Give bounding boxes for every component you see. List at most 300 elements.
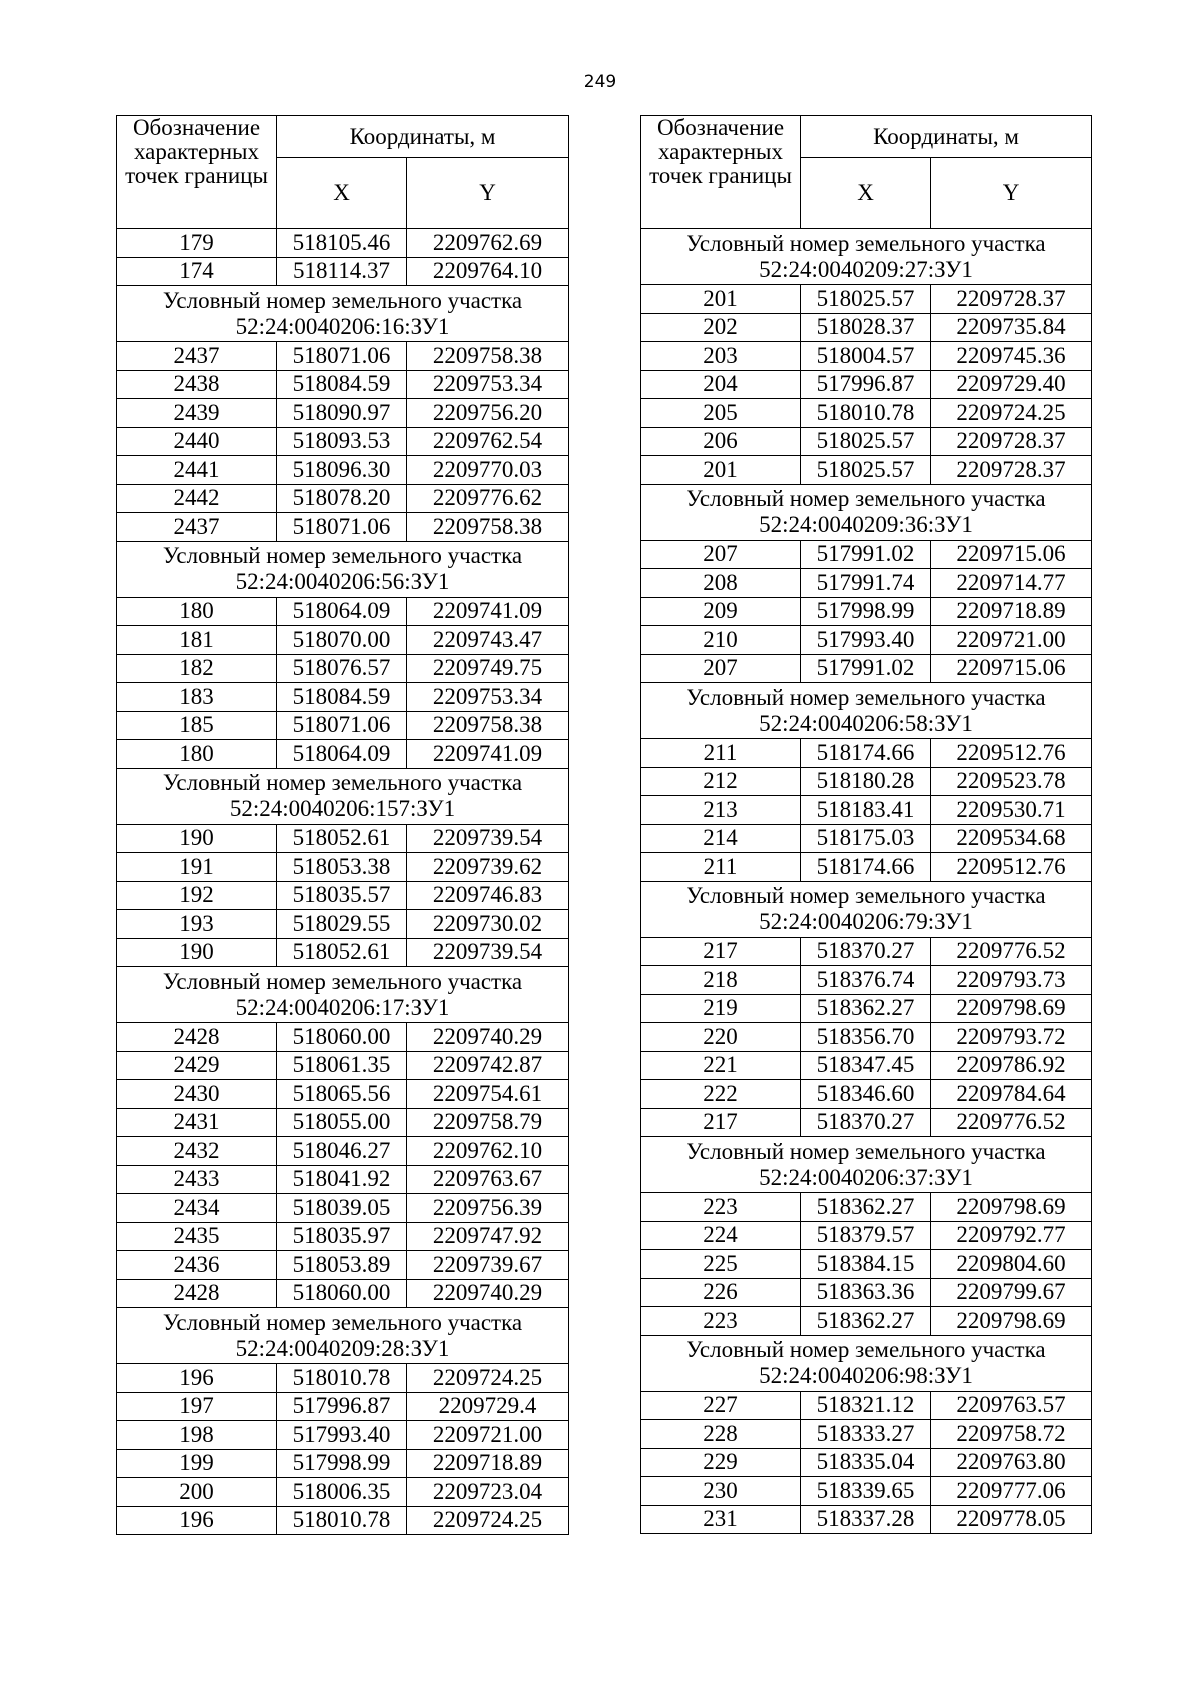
parcel-section-cell	[117, 1308, 569, 1364]
parcel-section-label: Условный номер земельного участка	[162, 1309, 523, 1335]
table-row	[117, 597, 569, 626]
table-row	[117, 654, 569, 683]
table-row	[117, 1421, 569, 1450]
parcel-section-cell	[641, 683, 1092, 739]
table-row	[641, 1193, 1092, 1222]
x-coordinate-cell: 518180.28	[801, 767, 931, 796]
point-number-cell: 201	[641, 456, 801, 485]
point-number-cell: 180	[117, 597, 277, 626]
y-coordinate-cell: 2209715.06	[931, 540, 1092, 569]
point-number-cell: 181	[117, 626, 277, 655]
x-coordinate-cell: 518060.00	[277, 1023, 407, 1052]
point-number-cell: 2441	[117, 456, 277, 485]
x-coordinate-cell: 518321.12	[801, 1391, 931, 1420]
parcel-cadastral-number: 52:24:0040206:58:ЗУ1	[759, 710, 973, 736]
x-coordinate-cell: 517991.74	[801, 569, 931, 598]
table-row	[117, 1506, 569, 1535]
y-coordinate-cell: 2209792.77	[931, 1221, 1092, 1250]
y-coordinate-cell: 2209778.05	[931, 1505, 1092, 1534]
y-coordinate-cell: 2209798.69	[931, 1193, 1092, 1222]
x-coordinate-cell: 518052.61	[277, 938, 407, 967]
y-coordinate-cell: 2209741.09	[407, 740, 569, 769]
x-coordinate-cell: 518362.27	[801, 994, 931, 1023]
y-coordinate-cell: 2209728.37	[931, 427, 1092, 456]
x-coordinate-cell: 518010.78	[801, 399, 931, 428]
table-row	[117, 853, 569, 882]
point-number-cell: 2436	[117, 1251, 277, 1280]
point-number-cell: 2431	[117, 1108, 277, 1137]
point-number-cell: 202	[641, 313, 801, 342]
table-row	[641, 427, 1092, 456]
x-coordinate-cell: 518370.27	[801, 1108, 931, 1137]
table-row	[641, 767, 1092, 796]
y-coordinate-cell: 2209739.67	[407, 1251, 569, 1280]
point-number-cell: 227	[641, 1391, 801, 1420]
point-number-cell: 2437	[117, 513, 277, 542]
y-coordinate-cell: 2209754.61	[407, 1080, 569, 1109]
y-coordinate-cell: 2209742.87	[407, 1051, 569, 1080]
table-row	[117, 257, 569, 286]
x-coordinate-cell: 518093.53	[277, 427, 407, 456]
table-row	[117, 910, 569, 939]
point-number-cell: 206	[641, 427, 801, 456]
header-y-label: Y	[407, 158, 569, 229]
x-coordinate-cell: 518053.38	[277, 853, 407, 882]
x-coordinate-cell: 517993.40	[801, 626, 931, 655]
x-coordinate-cell: 518052.61	[277, 824, 407, 853]
parcel-section-row	[641, 1335, 1092, 1391]
y-coordinate-cell: 2209735.84	[931, 313, 1092, 342]
y-coordinate-cell: 2209758.38	[407, 513, 569, 542]
table-row	[641, 313, 1092, 342]
x-coordinate-cell: 518070.00	[277, 626, 407, 655]
y-coordinate-cell: 2209512.76	[931, 739, 1092, 768]
table-row	[641, 1505, 1092, 1534]
x-coordinate-cell: 517991.02	[801, 540, 931, 569]
point-number-cell: 201	[641, 285, 801, 314]
table-body-right	[641, 229, 1092, 1534]
y-coordinate-cell: 2209728.37	[931, 456, 1092, 485]
x-coordinate-cell: 518337.28	[801, 1505, 931, 1534]
point-number-cell: 185	[117, 711, 277, 740]
point-number-cell: 220	[641, 1023, 801, 1052]
table-row	[117, 1449, 569, 1478]
parcel-section-label: Условный номер земельного участка	[162, 770, 523, 795]
y-coordinate-cell: 2209758.38	[407, 342, 569, 371]
x-coordinate-cell: 518078.20	[277, 484, 407, 513]
table-body-left	[117, 229, 569, 1535]
point-number-cell: 190	[117, 938, 277, 967]
y-coordinate-cell: 2209724.25	[931, 399, 1092, 428]
point-number-cell: 210	[641, 626, 801, 655]
parcel-section-row	[117, 541, 569, 597]
point-number-cell: 217	[641, 1108, 801, 1137]
table-row	[641, 1477, 1092, 1506]
parcel-cadastral-number: 52:24:0040206:37:ЗУ1	[759, 1164, 973, 1190]
table-row	[117, 1165, 569, 1194]
y-coordinate-cell: 2209758.72	[931, 1420, 1092, 1449]
y-coordinate-cell: 2209799.67	[931, 1278, 1092, 1307]
point-number-cell: 203	[641, 342, 801, 371]
x-coordinate-cell: 518370.27	[801, 937, 931, 966]
y-coordinate-cell: 2209743.47	[407, 626, 569, 655]
point-number-cell: 229	[641, 1448, 801, 1477]
point-number-cell: 180	[117, 740, 277, 769]
point-number-cell: 207	[641, 540, 801, 569]
table-row	[117, 1222, 569, 1251]
table-row	[117, 1194, 569, 1223]
table-row	[641, 853, 1092, 882]
parcel-section-row	[641, 881, 1092, 937]
table-row	[117, 824, 569, 853]
x-coordinate-cell: 518076.57	[277, 654, 407, 683]
x-coordinate-cell: 518363.36	[801, 1278, 931, 1307]
point-number-cell: 221	[641, 1051, 801, 1080]
point-number-cell: 191	[117, 853, 277, 882]
point-number-cell: 174	[117, 257, 277, 286]
y-coordinate-cell: 2209804.60	[931, 1250, 1092, 1279]
table-row	[117, 370, 569, 399]
point-number-cell: 2442	[117, 484, 277, 513]
y-coordinate-cell: 2209762.10	[407, 1137, 569, 1166]
header-point-label: Обозначение характерных точек границы	[641, 116, 801, 229]
y-coordinate-cell: 2209724.25	[407, 1364, 569, 1393]
y-coordinate-cell: 2209729.4	[407, 1392, 569, 1421]
coordinates-table-right	[640, 115, 1092, 1534]
point-number-cell: 213	[641, 796, 801, 825]
point-number-cell: 223	[641, 1193, 801, 1222]
x-coordinate-cell: 518064.09	[277, 597, 407, 626]
table-row	[117, 399, 569, 428]
table-row	[641, 285, 1092, 314]
point-number-cell: 179	[117, 229, 277, 258]
parcel-section-label: Условный номер земельного участка	[686, 486, 1046, 511]
y-coordinate-cell: 2209758.38	[407, 711, 569, 740]
x-coordinate-cell: 518061.35	[277, 1051, 407, 1080]
point-number-cell: 196	[117, 1364, 277, 1393]
table-row	[641, 399, 1092, 428]
parcel-cadastral-number: 52:24:0040206:157:ЗУ1	[229, 796, 456, 821]
table-row	[117, 1279, 569, 1308]
parcel-section-label: Условный номер земельного участка	[686, 1138, 1046, 1164]
point-number-cell: 204	[641, 370, 801, 399]
x-coordinate-cell: 518025.57	[801, 427, 931, 456]
table-row	[117, 1364, 569, 1393]
parcel-cadastral-number: 52:24:0040209:27:ЗУ1	[759, 256, 973, 282]
x-coordinate-cell: 518183.41	[801, 796, 931, 825]
parcel-section-label: Условный номер земельного участка	[686, 684, 1046, 710]
table-row	[641, 796, 1092, 825]
x-coordinate-cell: 518065.56	[277, 1080, 407, 1109]
table-row	[117, 711, 569, 740]
parcel-cadastral-number: 52:24:0040206:16:ЗУ1	[235, 313, 450, 339]
point-number-cell: 2428	[117, 1023, 277, 1052]
coordinates-table-left	[116, 115, 569, 1535]
header-coords-label: Координаты, м	[277, 116, 569, 158]
header-x-label: X	[801, 158, 931, 229]
x-coordinate-cell: 518039.05	[277, 1194, 407, 1223]
point-number-cell: 199	[117, 1449, 277, 1478]
x-coordinate-cell: 518035.97	[277, 1222, 407, 1251]
table-row	[117, 1478, 569, 1507]
parcel-section-row	[641, 683, 1092, 739]
y-coordinate-cell: 2209763.57	[931, 1391, 1092, 1420]
y-coordinate-cell: 2209523.78	[931, 767, 1092, 796]
y-coordinate-cell: 2209715.06	[931, 654, 1092, 683]
x-coordinate-cell: 518335.04	[801, 1448, 931, 1477]
table-row	[117, 456, 569, 485]
point-number-cell: 205	[641, 399, 801, 428]
table-row	[641, 1420, 1092, 1449]
x-coordinate-cell: 518010.78	[277, 1506, 407, 1535]
point-number-cell: 196	[117, 1506, 277, 1535]
y-coordinate-cell: 2209784.64	[931, 1080, 1092, 1109]
table-row	[641, 1051, 1092, 1080]
parcel-section-row	[641, 229, 1092, 285]
parcel-section-row	[641, 1137, 1092, 1193]
x-coordinate-cell: 518055.00	[277, 1108, 407, 1137]
x-coordinate-cell: 518174.66	[801, 739, 931, 768]
table-row	[117, 1392, 569, 1421]
y-coordinate-cell: 2209776.62	[407, 484, 569, 513]
y-coordinate-cell: 2209739.54	[407, 938, 569, 967]
table-row	[641, 1391, 1092, 1420]
header-x-label: X	[277, 158, 407, 229]
table-row	[641, 1221, 1092, 1250]
header-coords-label: Координаты, м	[801, 116, 1092, 158]
table-row	[117, 342, 569, 371]
y-coordinate-cell: 2209756.39	[407, 1194, 569, 1223]
point-number-cell: 226	[641, 1278, 801, 1307]
point-number-cell: 2437	[117, 342, 277, 371]
table-row	[117, 427, 569, 456]
point-number-cell: 2438	[117, 370, 277, 399]
y-coordinate-cell: 2209793.73	[931, 966, 1092, 995]
table-row	[641, 1080, 1092, 1109]
point-number-cell: 2434	[117, 1194, 277, 1223]
y-coordinate-cell: 2209793.72	[931, 1023, 1092, 1052]
x-coordinate-cell: 518084.59	[277, 683, 407, 712]
x-coordinate-cell: 518105.46	[277, 229, 407, 258]
point-number-cell: 2433	[117, 1165, 277, 1194]
y-coordinate-cell: 2209729.40	[931, 370, 1092, 399]
point-number-cell: 193	[117, 910, 277, 939]
x-coordinate-cell: 517998.99	[277, 1449, 407, 1478]
y-coordinate-cell: 2209764.10	[407, 257, 569, 286]
point-number-cell: 208	[641, 569, 801, 598]
table-row	[117, 1137, 569, 1166]
x-coordinate-cell: 518362.27	[801, 1307, 931, 1336]
y-coordinate-cell: 2209762.69	[407, 229, 569, 258]
table-row	[117, 1251, 569, 1280]
y-coordinate-cell: 2209798.69	[931, 994, 1092, 1023]
point-number-cell: 223	[641, 1307, 801, 1336]
table-row	[641, 540, 1092, 569]
table-row	[117, 484, 569, 513]
parcel-section-label: Условный номер земельного участка	[162, 543, 523, 568]
y-coordinate-cell: 2209741.09	[407, 597, 569, 626]
parcel-section-row	[641, 484, 1092, 540]
parcel-section-label: Условный номер земельного участка	[162, 287, 523, 313]
x-coordinate-cell: 518053.89	[277, 1251, 407, 1280]
table-row	[641, 739, 1092, 768]
x-coordinate-cell: 518379.57	[801, 1221, 931, 1250]
parcel-section-cell	[117, 541, 569, 597]
x-coordinate-cell: 518025.57	[801, 285, 931, 314]
y-coordinate-cell: 2209740.29	[407, 1279, 569, 1308]
point-number-cell: 228	[641, 1420, 801, 1449]
point-number-cell: 231	[641, 1505, 801, 1534]
table-row	[641, 654, 1092, 683]
y-coordinate-cell: 2209739.62	[407, 853, 569, 882]
x-coordinate-cell: 518060.00	[277, 1279, 407, 1308]
point-number-cell: 2429	[117, 1051, 277, 1080]
table-row	[117, 683, 569, 712]
parcel-section-row	[117, 286, 569, 342]
parcel-section-label: Условный номер земельного участка	[162, 968, 523, 994]
y-coordinate-cell: 2209798.69	[931, 1307, 1092, 1336]
x-coordinate-cell: 518362.27	[801, 1193, 931, 1222]
header-y-label: Y	[931, 158, 1092, 229]
y-coordinate-cell: 2209753.34	[407, 683, 569, 712]
table-row	[641, 824, 1092, 853]
x-coordinate-cell: 518028.37	[801, 313, 931, 342]
x-coordinate-cell: 517993.40	[277, 1421, 407, 1450]
table-row	[641, 966, 1092, 995]
x-coordinate-cell: 518376.74	[801, 966, 931, 995]
x-coordinate-cell: 518175.03	[801, 824, 931, 853]
header-point-label: Обозначение характерных точек границы	[117, 116, 277, 229]
table-row	[117, 938, 569, 967]
parcel-section-label: Условный номер земельного участка	[686, 230, 1046, 256]
table-row	[117, 513, 569, 542]
x-coordinate-cell: 518064.09	[277, 740, 407, 769]
parcel-section-cell	[117, 967, 569, 1023]
point-number-cell: 190	[117, 824, 277, 853]
table-row	[117, 881, 569, 910]
y-coordinate-cell: 2209786.92	[931, 1051, 1092, 1080]
x-coordinate-cell: 518071.06	[277, 711, 407, 740]
x-coordinate-cell: 518090.97	[277, 399, 407, 428]
x-coordinate-cell: 517996.87	[801, 370, 931, 399]
y-coordinate-cell: 2209758.79	[407, 1108, 569, 1137]
x-coordinate-cell: 518041.92	[277, 1165, 407, 1194]
point-number-cell: 198	[117, 1421, 277, 1450]
table-row	[641, 937, 1092, 966]
parcel-section-row	[117, 768, 569, 824]
x-coordinate-cell: 518025.57	[801, 456, 931, 485]
point-number-cell: 209	[641, 597, 801, 626]
x-coordinate-cell: 518071.06	[277, 513, 407, 542]
x-coordinate-cell: 517996.87	[277, 1392, 407, 1421]
point-number-cell: 182	[117, 654, 277, 683]
table-row	[641, 1250, 1092, 1279]
point-number-cell: 222	[641, 1080, 801, 1109]
table-row	[641, 994, 1092, 1023]
point-number-cell: 225	[641, 1250, 801, 1279]
x-coordinate-cell: 518004.57	[801, 342, 931, 371]
point-number-cell: 219	[641, 994, 801, 1023]
point-number-cell: 211	[641, 853, 801, 882]
table-row	[117, 740, 569, 769]
point-number-cell: 2430	[117, 1080, 277, 1109]
y-coordinate-cell: 2209714.77	[931, 569, 1092, 598]
point-number-cell: 192	[117, 881, 277, 910]
table-row	[641, 1278, 1092, 1307]
y-coordinate-cell: 2209763.67	[407, 1165, 569, 1194]
table-row	[641, 370, 1092, 399]
table-row	[641, 1307, 1092, 1336]
table-row	[117, 626, 569, 655]
parcel-section-row	[117, 967, 569, 1023]
table-row	[641, 1108, 1092, 1137]
point-number-cell: 2435	[117, 1222, 277, 1251]
y-coordinate-cell: 2209776.52	[931, 1108, 1092, 1137]
point-number-cell: 212	[641, 767, 801, 796]
parcel-cadastral-number: 52:24:0040206:17:ЗУ1	[235, 994, 450, 1020]
point-number-cell: 207	[641, 654, 801, 683]
x-coordinate-cell: 518384.15	[801, 1250, 931, 1279]
y-coordinate-cell: 2209728.37	[931, 285, 1092, 314]
parcel-section-cell	[641, 881, 1092, 937]
x-coordinate-cell: 518333.27	[801, 1420, 931, 1449]
point-number-cell: 183	[117, 683, 277, 712]
y-coordinate-cell: 2209512.76	[931, 853, 1092, 882]
x-coordinate-cell: 518356.70	[801, 1023, 931, 1052]
x-coordinate-cell: 518346.60	[801, 1080, 931, 1109]
y-coordinate-cell: 2209534.68	[931, 824, 1092, 853]
y-coordinate-cell: 2209745.36	[931, 342, 1092, 371]
table-row	[641, 1448, 1092, 1477]
x-coordinate-cell: 518035.57	[277, 881, 407, 910]
y-coordinate-cell: 2209739.54	[407, 824, 569, 853]
parcel-section-cell	[641, 1335, 1092, 1391]
y-coordinate-cell: 2209747.92	[407, 1222, 569, 1251]
parcel-cadastral-number: 52:24:0040206:98:ЗУ1	[759, 1363, 973, 1388]
point-number-cell: 224	[641, 1221, 801, 1250]
table-row	[117, 1108, 569, 1137]
parcel-section-cell	[117, 768, 569, 824]
y-coordinate-cell: 2209721.00	[931, 626, 1092, 655]
y-coordinate-cell: 2209749.75	[407, 654, 569, 683]
table-row	[641, 569, 1092, 598]
x-coordinate-cell: 518071.06	[277, 342, 407, 371]
table-row	[117, 229, 569, 258]
parcel-cadastral-number: 52:24:0040209:36:ЗУ1	[759, 512, 973, 537]
x-coordinate-cell: 518006.35	[277, 1478, 407, 1507]
x-coordinate-cell: 518029.55	[277, 910, 407, 939]
parcel-section-cell	[641, 229, 1092, 285]
point-number-cell: 197	[117, 1392, 277, 1421]
y-coordinate-cell: 2209740.29	[407, 1023, 569, 1052]
parcel-cadastral-number: 52:24:0040209:28:ЗУ1	[235, 1335, 450, 1361]
point-number-cell: 200	[117, 1478, 277, 1507]
point-number-cell: 2428	[117, 1279, 277, 1308]
x-coordinate-cell: 517991.02	[801, 654, 931, 683]
x-coordinate-cell: 517998.99	[801, 597, 931, 626]
y-coordinate-cell: 2209718.89	[407, 1449, 569, 1478]
point-number-cell: 230	[641, 1477, 801, 1506]
point-number-cell: 2440	[117, 427, 277, 456]
x-coordinate-cell: 518114.37	[277, 257, 407, 286]
y-coordinate-cell: 2209530.71	[931, 796, 1092, 825]
parcel-section-cell	[641, 484, 1092, 540]
table-row	[641, 626, 1092, 655]
y-coordinate-cell: 2209753.34	[407, 370, 569, 399]
parcel-section-label: Условный номер земельного участка	[686, 883, 1046, 908]
parcel-section-cell	[117, 286, 569, 342]
point-number-cell: 211	[641, 739, 801, 768]
